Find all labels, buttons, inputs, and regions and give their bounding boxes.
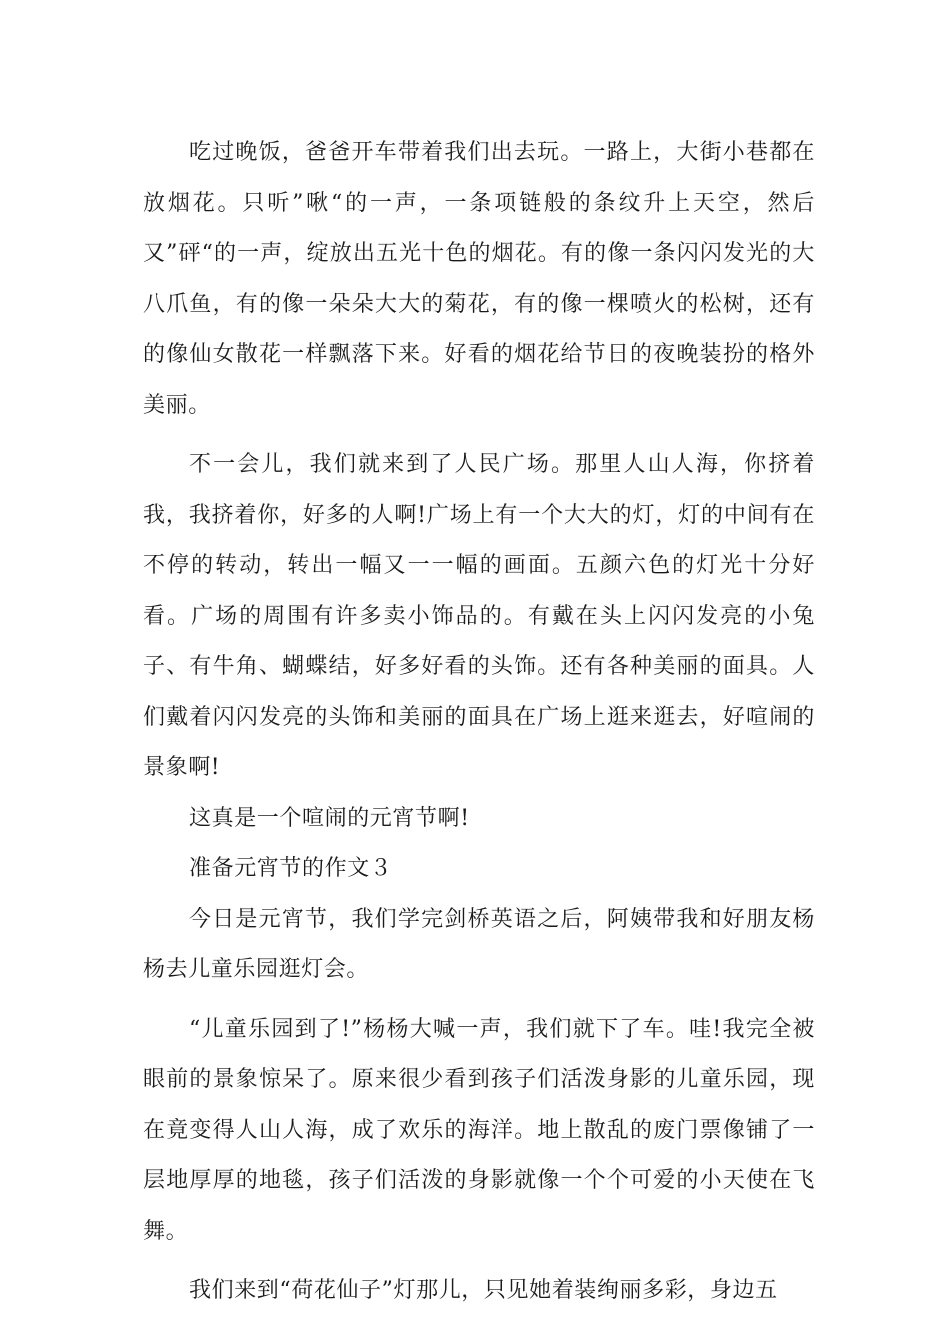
paragraph-lotus-fairy: 我们来到“荷花仙子”灯那儿，只见她着装绚丽多彩，身边五	[189, 1278, 778, 1303]
paragraph-peoples-square: 不一会儿，我们就来到了人民广场。那里人山人海，你挤着我，我挤着你，好多的人啊!广场上有一个大大的灯，灯的中间有在不停的转动，转出一幅又一一幅的画面。五颜六色的灯光十分好看。广场的周围有许多卖小饰品的。有戴在头上闪闪发亮的小兔子、有牛角、蝴蝶结，好多好看的头饰。还有各种美丽的面具。人们戴着闪闪发亮的头饰和美丽的面具在广场上逛来逛去，好喧闹的景象啊!	[143, 452, 815, 780]
paragraph-childrens-park: “儿童乐园到了!”杨杨大喊一声，我们就下了车。哇!我完全被眼前的景象惊呆了。原来很少看到孩子们活泼身影的儿童乐园，现在竟变得人山人海，成了欢乐的海洋。地上散乱的废门票像铺了一层地厚厚的地毯，孩子们活泼的身影就像一个个可爱的小天使在飞舞。	[143, 1016, 815, 1244]
paragraph-lantern-fair: 今日是元宵节，我们学完剑桥英语之后，阿姨带我和好朋友杨杨去儿童乐园逛灯会。	[143, 906, 815, 982]
document-body	[143, 128, 815, 1317]
section-heading: 准备元宵节的作文３	[189, 856, 393, 881]
paragraph-fireworks: 吃过晚饭，爸爸开车带着我们出去玩。一路上，大街小巷都在放烟花。只听”啾“的一声，一条项链般的条纹升上天空，然后又”砰“的一声，绽放出五光十色的烟花。有的像一条闪闪发光的大八爪鱼，有的像一朵朵大大的菊花，有的像一棵喷火的松树，还有的像仙女散花一样飘落下来。好看的烟花给节日的夜晚装扮的格外美丽。	[143, 140, 815, 418]
paragraph-conclusion: 这真是一个喧闹的元宵节啊!	[189, 805, 470, 831]
